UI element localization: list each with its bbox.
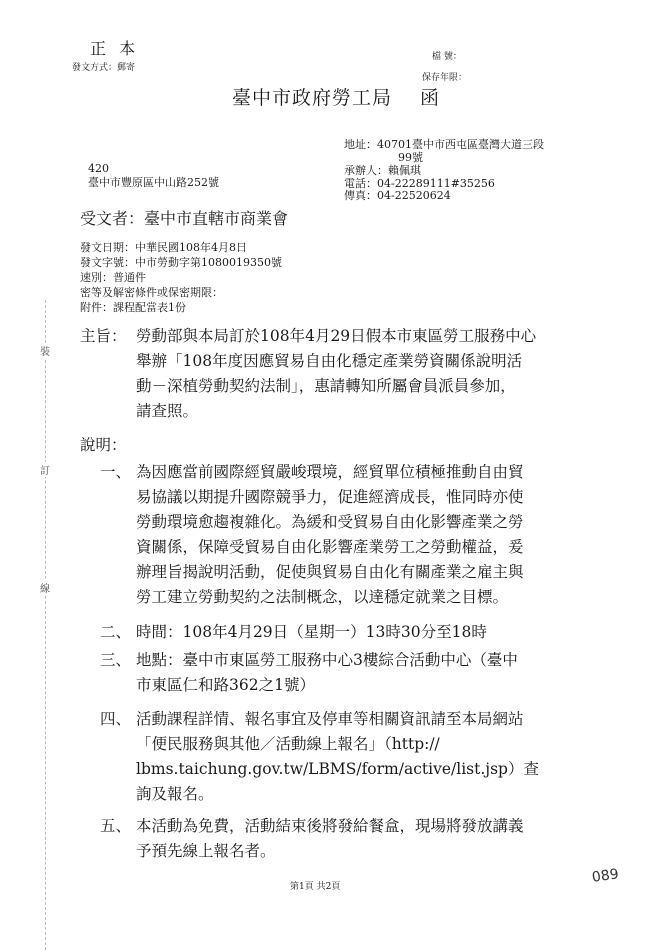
item-number: 二、 — [100, 623, 132, 641]
doc-number: 發文字號：中市勞動字第1080019350號 — [80, 256, 282, 269]
item-line: 為因應當前國際經貿嚴峻環境，經貿單位積極推動自由貿 — [136, 463, 524, 481]
subject-line: 請查照。 — [136, 402, 199, 420]
handler: 承辦人：賴佩琪 — [344, 164, 421, 177]
item-line: 詢及報名。 — [136, 785, 214, 803]
sender-address-cont: 99號 — [398, 151, 423, 164]
file-number-label: 檔 號： — [432, 52, 462, 62]
org-name: 臺中市政府勞工局 — [232, 87, 393, 109]
attachment: 附件：課程配當表1份 — [80, 301, 186, 314]
item-line: 勞工建立勞動契約之法制概念，以達穩定就業之目標。 — [136, 588, 509, 606]
retention-label: 保存年限： — [422, 73, 468, 83]
item-number: 一、 — [100, 463, 132, 481]
speed: 速別：普通件 — [80, 271, 146, 284]
item-line: 「便民服務與其他／活動線上報名」（http:// — [136, 735, 440, 753]
item-number: 五、 — [100, 817, 132, 835]
item-line: 活動課程詳情、報名事宜及停車等相關資訊請至本局網站 — [136, 710, 524, 728]
item-line: 予預先線上報名者。 — [136, 842, 276, 860]
binding-mark: 線 — [40, 580, 50, 595]
security-level: 密等及解密條件或保密期限： — [80, 286, 223, 299]
subject-line: 勞動部與本局訂於108年4月29日假本市東區勞工服務中心 — [136, 327, 537, 345]
item-line: 易協議以期提升國際競爭力，促進經濟成長，惟同時亦使 — [136, 488, 524, 506]
item-number: 三、 — [100, 651, 132, 669]
item-line: 資關係，保障受貿易自由化影響產業勞工之勞動權益，爰 — [136, 538, 524, 556]
handwritten-number: 089 — [591, 866, 620, 886]
recipient-address: 臺中市豐原區中山路252號 — [88, 176, 219, 189]
phone: 電話：04-22289111#35256 — [344, 177, 495, 190]
item-line: 市東區仁和路362之1號） — [136, 676, 315, 694]
subject-label: 主旨： — [80, 327, 127, 345]
recipient-zip: 420 — [88, 162, 109, 175]
issue-date: 發文日期：中華民國108年4月8日 — [80, 241, 247, 254]
fax: 傳真：04-22520624 — [344, 189, 451, 202]
page-number: 第1頁 共2頁 — [290, 882, 341, 892]
explanation-label: 說明： — [80, 436, 127, 454]
item-line: 地點：臺中市東區勞工服務中心3樓綜合活動中心（臺中 — [136, 651, 518, 669]
binding-mark: 裝 — [40, 343, 50, 358]
item-line: 本活動為免費，活動結束後將發給餐盒，現場將發放講義 — [136, 817, 524, 835]
recipient: 受文者：臺中市直轄市商業會 — [80, 209, 289, 228]
item-line: 時間：108年4月29日（星期一）13時30分至18時 — [136, 623, 487, 641]
document-title — [232, 83, 440, 110]
doc-type: 函 — [420, 87, 441, 109]
send-method: 發文方式：郵寄 — [72, 63, 136, 73]
item-line: lbms.taichung.gov.tw/LBMS/form/active/list.jsp）查 — [136, 760, 539, 778]
sender-address: 地址：40701臺中市西屯區臺灣大道三段 — [344, 138, 544, 151]
binding-mark: 訂 — [40, 462, 50, 477]
item-line: 辦理旨揭說明活動，促使與貿易自由化有關產業之雇主與 — [136, 563, 524, 581]
item-number: 四、 — [100, 710, 132, 728]
item-line: 勞動環境愈趨複雜化。為緩和受貿易自由化影響產業之勞 — [136, 513, 524, 531]
copy-label: 正 本 — [90, 39, 140, 58]
subject-line: 舉辦「108年度因應貿易自由化穩定產業勞資關係說明活 — [136, 352, 523, 370]
binding-line — [45, 300, 46, 950]
subject-line: 動－深植勞動契約法制」，惠請轉知所屬會員派員參加， — [136, 377, 516, 395]
